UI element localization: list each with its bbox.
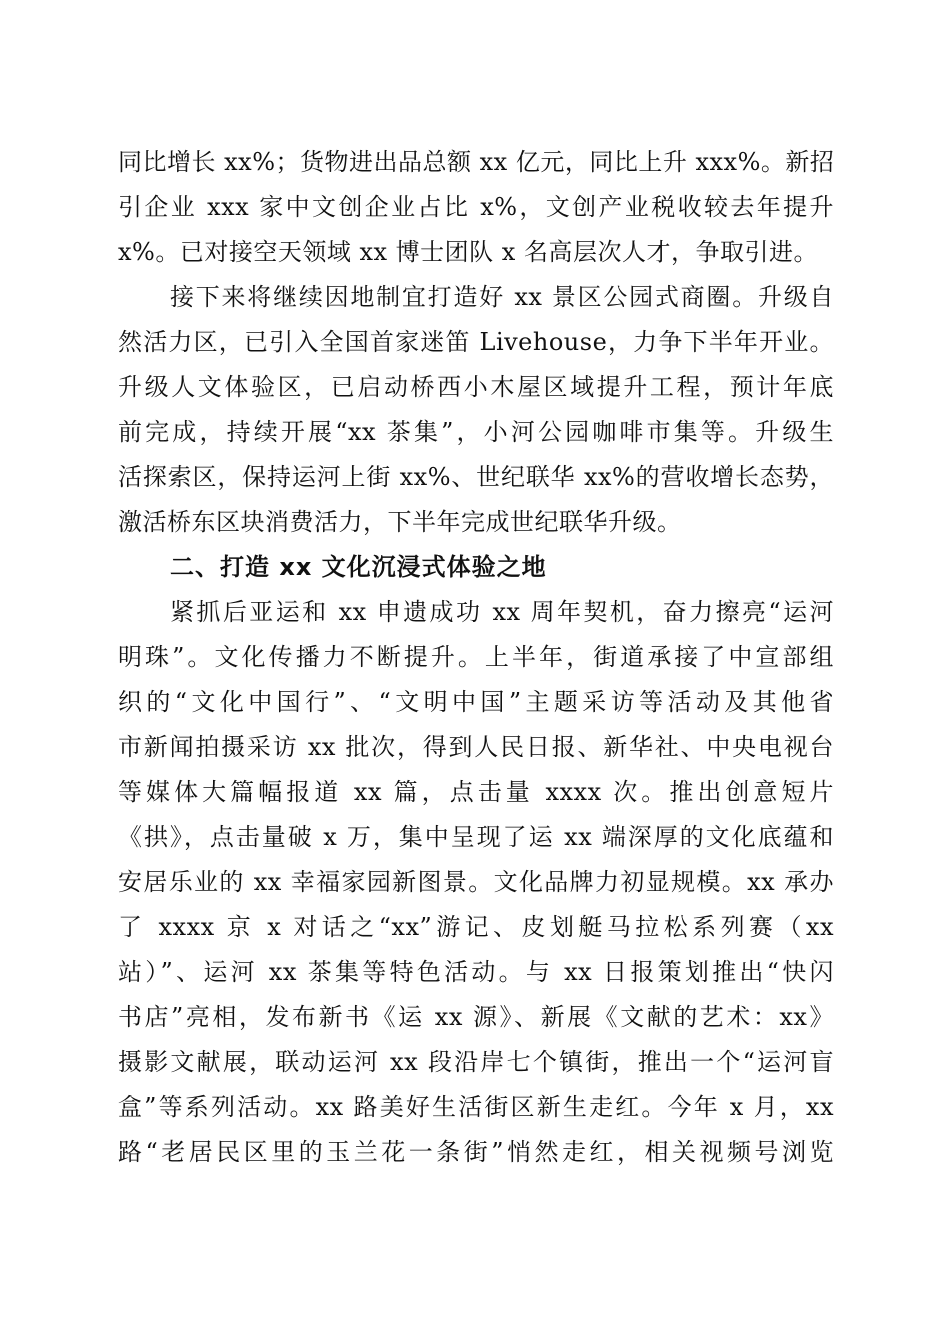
paragraph-3-line-9: 站）”、运河 xx 茶集等特色活动。与 xx 日报策划推出“快闪 <box>118 958 834 986</box>
paragraph-3-line-4: 市新闻拍摄采访 xx 批次，得到人民日报、新华社、中央电视台 <box>118 733 834 761</box>
paragraph-3-line-11: 摄影文献展，联动运河 xx 段沿岸七个镇街，推出一个“运河盲 <box>118 1048 834 1076</box>
paragraph-2-line-6: 激活桥东区块消费活力，下半年完成世纪联华升级。 <box>118 508 682 536</box>
paragraph-3-line-2: 明珠”。文化传播力不断提升。上半年，街道承接了中宣部组 <box>118 643 834 671</box>
paragraph-2-line-5: 活探索区，保持运河上街 xx%、世纪联华 xx%的营收增长态势， <box>118 463 834 491</box>
paragraph-2-line-3: 升级人文体验区，已启动桥西小木屋区域提升工程，预计年底 <box>118 373 834 401</box>
paragraph-3-line-10: 书店”亮相，发布新书《运 xx 源》、新展《文献的艺术：xx》 <box>118 1003 834 1031</box>
paragraph-1-line-2: 引企业 xxx 家中文创企业占比 x%，文创产业税收较去年提升 <box>118 193 834 221</box>
paragraph-1-line-1: 同比增长 xx%；货物进出品总额 xx 亿元，同比上升 xxx%。新招 <box>118 148 835 176</box>
paragraph-3-line-1: 紧抓后亚运和 xx 申遗成功 xx 周年契机，奋力擦亮“运河 <box>170 598 834 626</box>
paragraph-3-line-13: 路“老居民区里的玉兰花一条街”悄然走红，相关视频号浏览 <box>118 1138 834 1166</box>
paragraph-3-line-6: 《拱》，点击量破 x 万，集中呈现了运 xx 端深厚的文化底蕴和 <box>118 823 834 851</box>
paragraph-2-line-2: 然活力区，已引入全国首家迷笛 Livehouse，力争下半年开业。 <box>118 328 834 356</box>
paragraph-3-line-7: 安居乐业的 xx 幸福家园新图景。文化品牌力初显规模。xx 承办 <box>118 868 834 896</box>
paragraph-2-line-4: 前完成，持续开展“xx 茶集”，小河公园咖啡市集等。升级生 <box>118 418 834 446</box>
section-heading: 二、打造 xx 文化沉浸式体验之地 <box>170 553 547 581</box>
document-body <box>118 140 834 1175</box>
paragraph-3-line-8: 了 xxxx 京 x 对话之“xx”游记、皮划艇马拉松系列赛（xx <box>118 913 834 941</box>
paragraph-3-line-3: 织的“文化中国行”、“文明中国”主题采访等活动及其他省 <box>118 688 834 716</box>
paragraph-3-line-5: 等媒体大篇幅报道 xx 篇，点击量 xxxx 次。推出创意短片 <box>118 778 834 806</box>
paragraph-3-line-12: 盒”等系列活动。xx 路美好生活街区新生走红。今年 x 月，xx <box>118 1093 834 1121</box>
paragraph-1-line-3: x%。已对接空天领域 xx 博士团队 x 名高层次人才，争取引进。 <box>118 238 818 266</box>
paragraph-2-line-1: 接下来将继续因地制宜打造好 xx 景区公园式商圈。升级自 <box>170 283 834 311</box>
